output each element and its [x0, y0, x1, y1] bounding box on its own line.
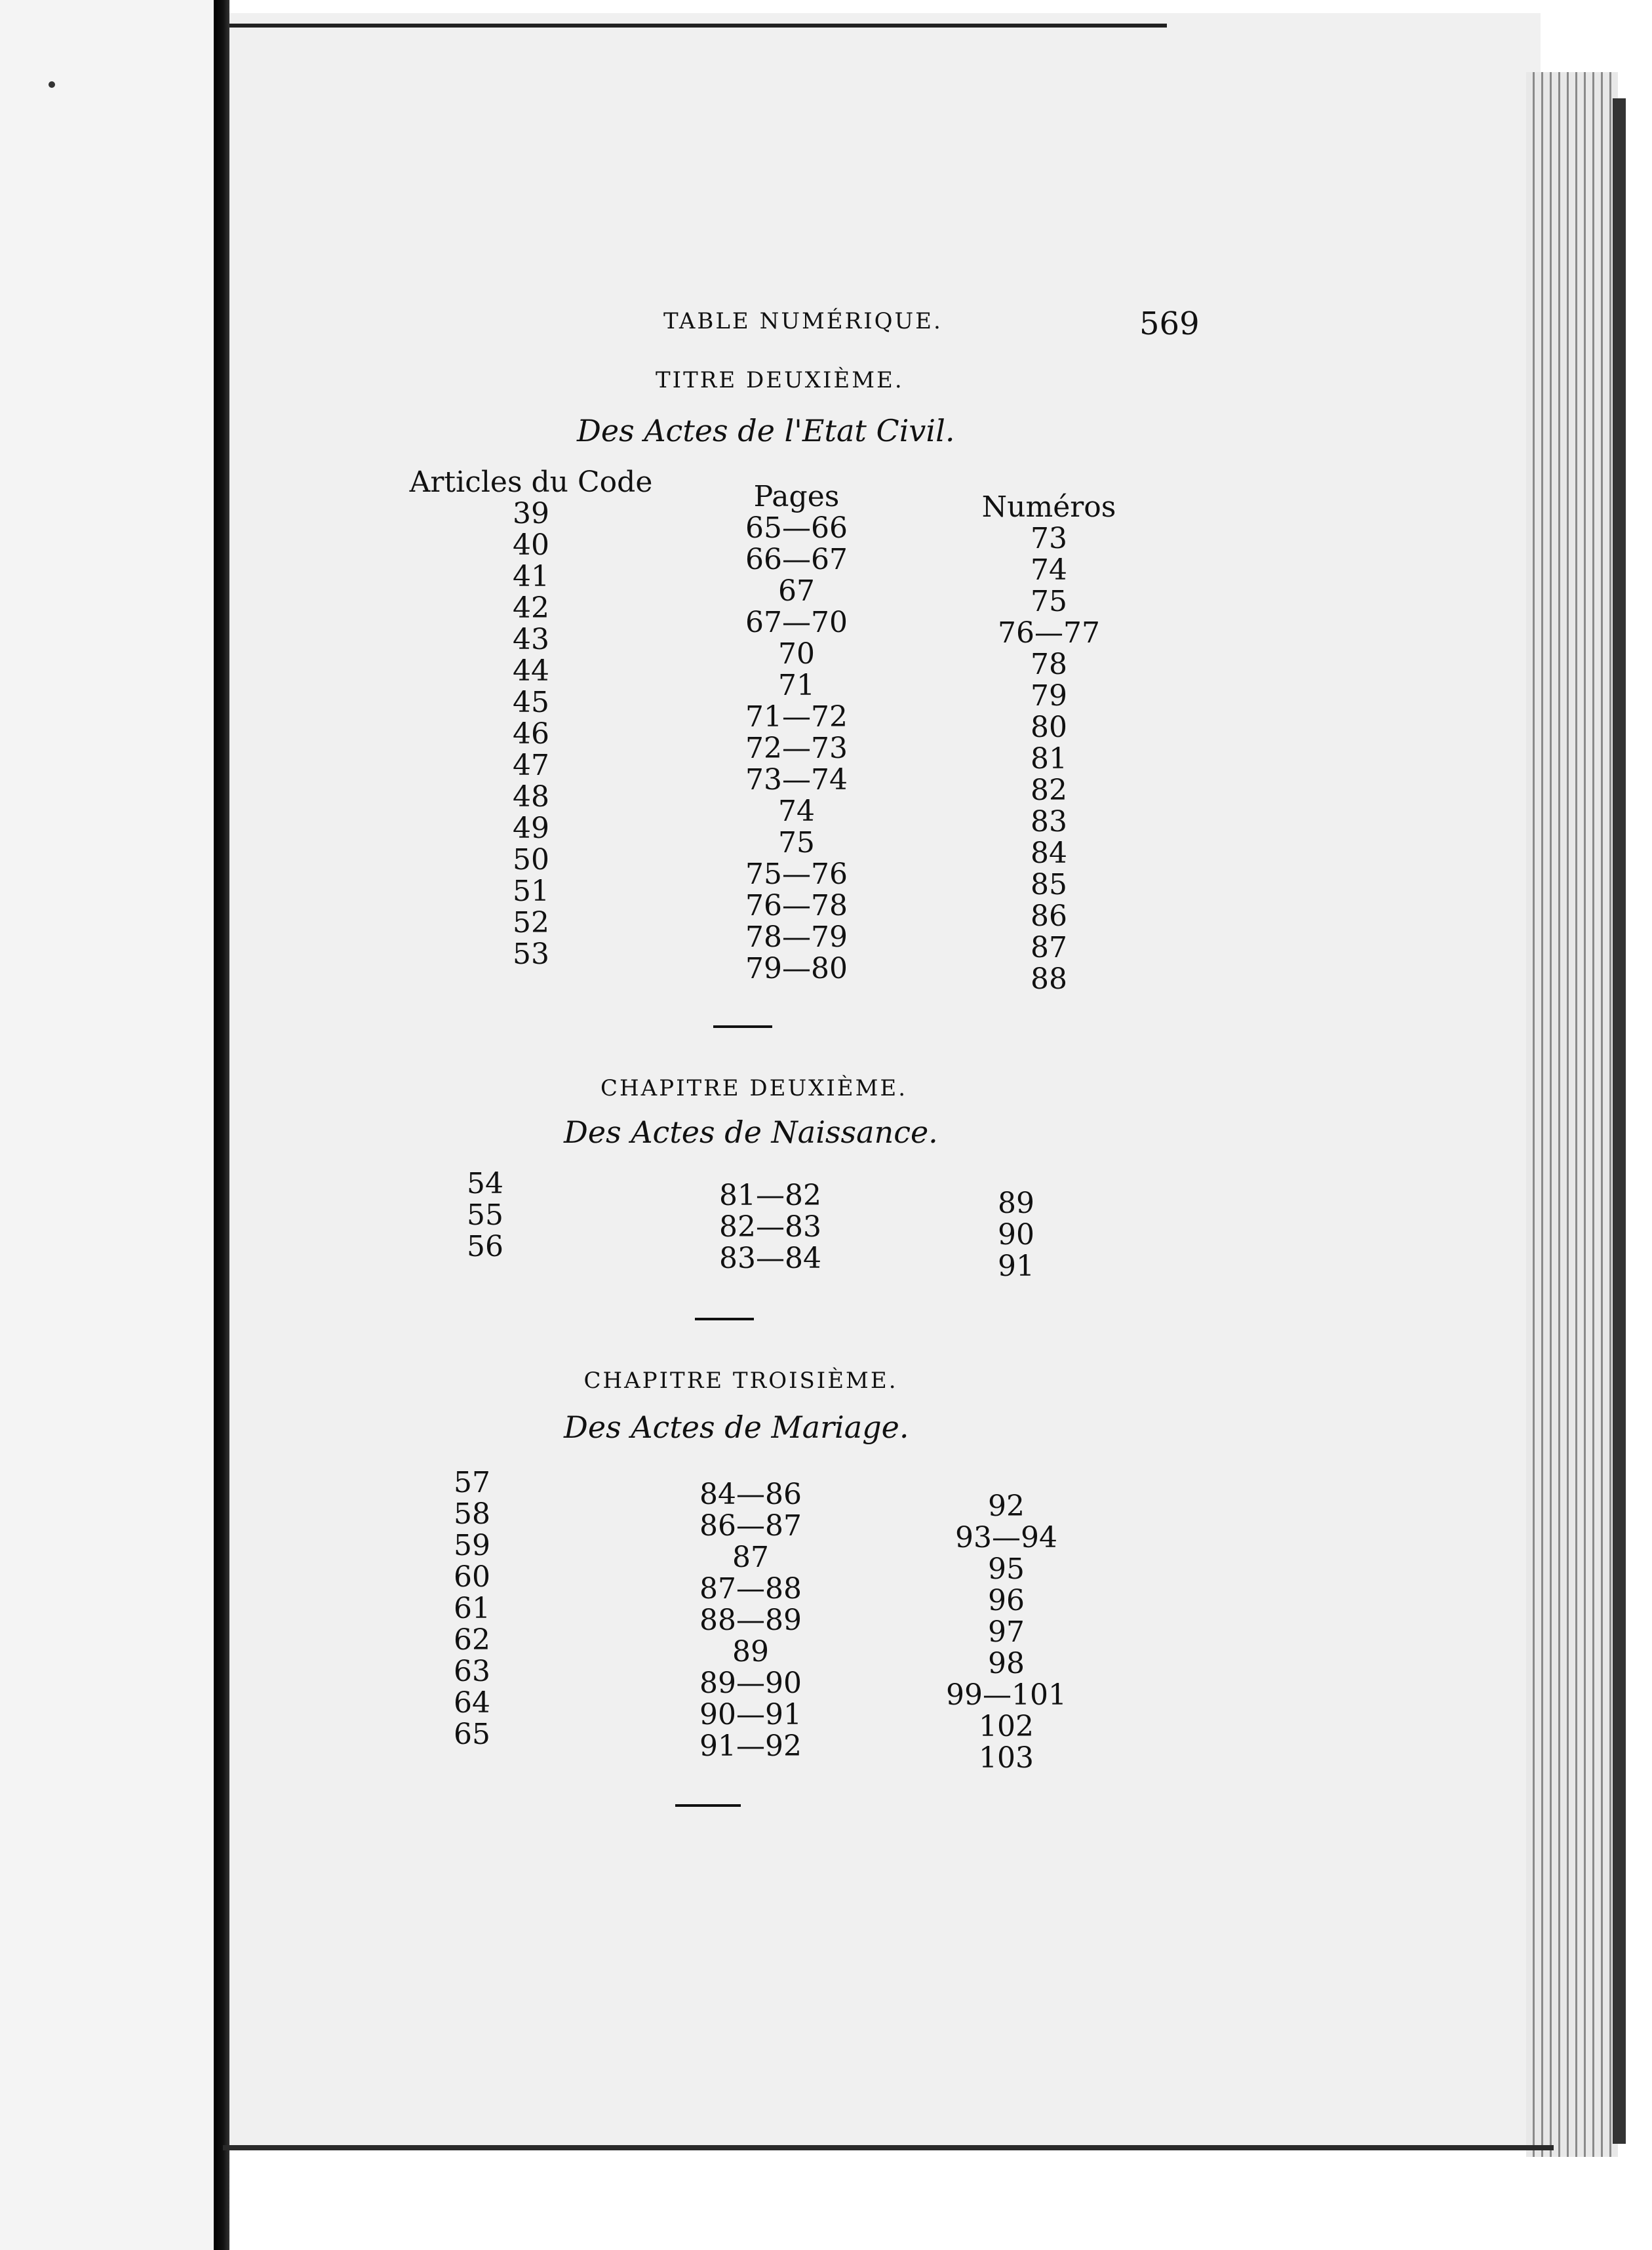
pages-column-3 [695, 1479, 806, 1762]
table-cell: 56 [467, 1230, 503, 1263]
title-deuxieme: TITRE DEUXIÈME. [656, 367, 904, 393]
table-cell: 96 [988, 1584, 1025, 1617]
page-fore-edge-shadow [1613, 98, 1626, 2144]
chapter-two-subtitle: Des Actes de Naissance. [564, 1115, 938, 1150]
table-cell: 80 [1031, 711, 1067, 744]
table-cell: 71—72 [745, 700, 848, 734]
articles-values [459, 1168, 511, 1263]
table-cell: 67 [778, 574, 815, 608]
table-cell: 87 [732, 1541, 769, 1574]
table-cell: 89—90 [699, 1667, 802, 1700]
page-bottom-edge [223, 2145, 1554, 2150]
table-cell: 62 [454, 1623, 490, 1657]
table-cell: 45 [513, 686, 549, 719]
table-cell: 95 [988, 1552, 1025, 1586]
table-cell: 75 [1031, 585, 1067, 618]
section-divider [713, 1025, 772, 1028]
table-cell: 47 [513, 749, 549, 782]
chapter-three-subtitle: Des Actes de Mariage. [564, 1410, 909, 1445]
table-cell: 83—84 [719, 1242, 821, 1275]
table-cell: 67—70 [745, 606, 848, 639]
table-cell: 65—66 [745, 511, 848, 545]
table-cell: 76—77 [998, 616, 1100, 650]
table-cell: 55 [467, 1198, 503, 1232]
table-cell: 40 [513, 528, 549, 562]
table-cell: 73 [1031, 522, 1067, 555]
table-cell: 39 [513, 497, 549, 530]
table-cell: 75—76 [745, 858, 848, 891]
table-cell: 91 [998, 1250, 1034, 1283]
table-cell: 89 [998, 1187, 1034, 1220]
table-cell: 78—79 [745, 920, 848, 954]
table-cell: 52 [513, 906, 549, 939]
section-divider [675, 1804, 741, 1807]
table-cell: 79 [1031, 679, 1067, 713]
numeros-values [970, 523, 1128, 995]
table-cell: 102 [979, 1710, 1034, 1743]
table-cell: 66—67 [745, 543, 848, 576]
table-cell: 41 [513, 560, 549, 593]
table-cell: 57 [454, 1466, 490, 1499]
facing-page-edge [0, 0, 214, 2250]
table-cell: 71 [778, 669, 815, 702]
table-cell: 53 [513, 938, 549, 971]
table-cell: 50 [513, 843, 549, 877]
table-cell: 42 [513, 591, 549, 625]
section-divider [695, 1318, 754, 1320]
table-cell: 74 [1031, 553, 1067, 587]
table-cell: 75 [778, 826, 815, 859]
table-cell: 99—101 [946, 1678, 1067, 1712]
table-cell: 74 [778, 795, 815, 828]
table-cell: 46 [513, 717, 549, 751]
table-cell: 61 [454, 1592, 490, 1625]
articles-column-2 [459, 1168, 511, 1263]
table-cell: 87—88 [699, 1572, 802, 1606]
table-cell: 93—94 [955, 1521, 1057, 1554]
pages-values [721, 513, 872, 985]
table-cell: 63 [454, 1655, 490, 1688]
pages-header: Pages [753, 480, 840, 513]
numeros-values [944, 1491, 1069, 1774]
table-cell: 49 [513, 812, 549, 845]
book-gutter [214, 0, 229, 2250]
table-cell: 92 [988, 1490, 1025, 1523]
table-cell: 43 [513, 623, 549, 656]
numeros-header: Numéros [981, 490, 1116, 524]
table-cell: 72—73 [745, 732, 848, 765]
articles-column-3 [446, 1467, 498, 1750]
table-cell: 84 [1031, 837, 1067, 870]
page-fore-edge [1526, 72, 1618, 2157]
table-cell: 90 [998, 1218, 1034, 1252]
articles-header: Articles du Code [409, 465, 653, 499]
table-cell: 59 [454, 1529, 490, 1562]
table-cell: 81—82 [719, 1179, 821, 1212]
table-cell: 85 [1031, 868, 1067, 901]
scan-speck [49, 81, 55, 88]
table-cell: 84—86 [699, 1478, 802, 1511]
page-top-edge [229, 24, 1167, 28]
table-cell: 83 [1031, 805, 1067, 839]
table-cell: 73—74 [745, 763, 848, 797]
pages-column [721, 481, 872, 985]
table-cell: 82 [1031, 774, 1067, 807]
table-cell: 58 [454, 1497, 490, 1531]
chapter-three-title: CHAPITRE TROISIÈME. [583, 1368, 898, 1394]
numeros-column-2 [990, 1188, 1042, 1282]
articles-column [406, 467, 656, 970]
pages-values [695, 1479, 806, 1762]
table-cell: 82—83 [719, 1210, 821, 1244]
running-head: TABLE NUMÉRIQUE. [663, 308, 943, 334]
numeros-column [970, 492, 1128, 995]
table-cell: 87 [1031, 931, 1067, 964]
table-cell: 76—78 [745, 889, 848, 922]
articles-values [446, 1467, 498, 1750]
numeros-column-3 [944, 1491, 1069, 1774]
table-cell: 103 [979, 1741, 1034, 1775]
table-cell: 89 [732, 1635, 769, 1668]
chapter-two-title: CHAPITRE DEUXIÈME. [600, 1075, 908, 1101]
table-cell: 91—92 [699, 1729, 802, 1763]
table-cell: 60 [454, 1560, 490, 1594]
title-subtitle: Des Actes de l'Etat Civil. [577, 413, 955, 448]
table-cell: 97 [988, 1615, 1025, 1649]
page-number: 569 [1139, 306, 1200, 342]
table-cell: 86 [1031, 899, 1067, 933]
pages-column-2 [715, 1180, 826, 1274]
table-cell: 51 [513, 875, 549, 908]
numeros-values [990, 1188, 1042, 1282]
table-cell: 98 [988, 1647, 1025, 1680]
table-cell: 88 [1031, 962, 1067, 996]
table-cell: 44 [513, 654, 549, 688]
table-cell: 81 [1031, 742, 1067, 776]
table-cell: 65 [454, 1718, 490, 1751]
table-cell: 79—80 [745, 952, 848, 985]
table-cell: 64 [454, 1686, 490, 1720]
table-cell: 90—91 [699, 1698, 802, 1731]
pages-values [715, 1180, 826, 1274]
articles-values [406, 498, 656, 970]
table-cell: 48 [513, 780, 549, 814]
table-cell: 78 [1031, 648, 1067, 681]
table-cell: 86—87 [699, 1509, 802, 1543]
table-cell: 88—89 [699, 1604, 802, 1637]
table-cell: 70 [778, 637, 815, 671]
table-cell: 54 [467, 1167, 503, 1200]
